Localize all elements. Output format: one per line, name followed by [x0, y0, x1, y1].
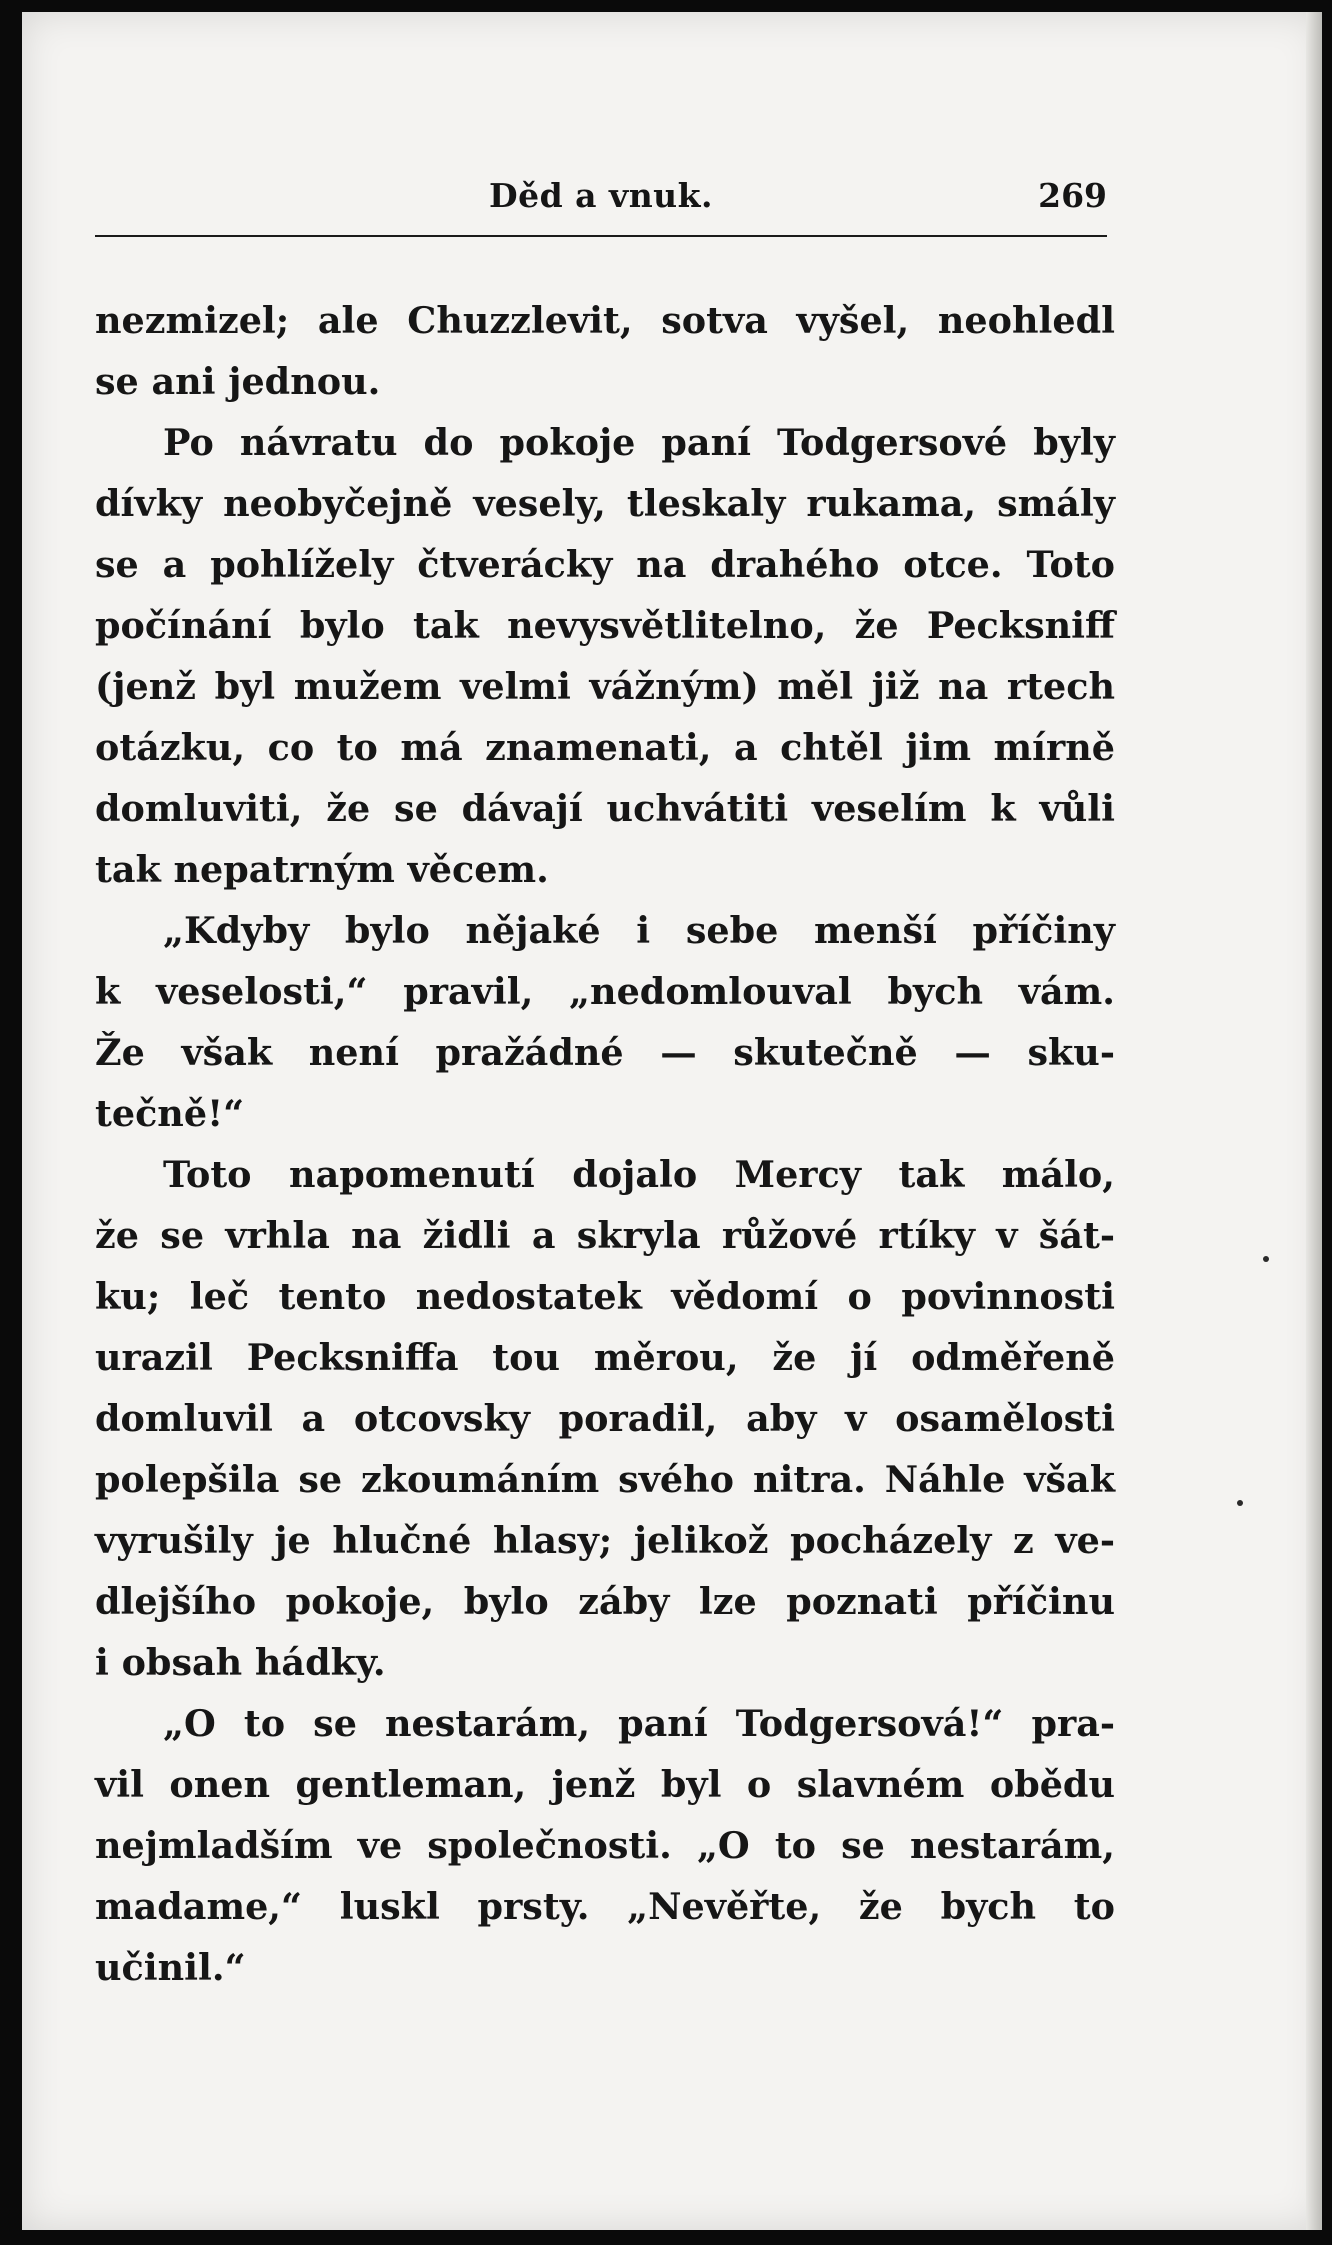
text-line: tečně!“	[95, 1092, 245, 1135]
text-line: počínání bylo tak nevysvětlitelno, že Pecksniff	[95, 604, 1115, 647]
body-text	[95, 290, 1115, 1998]
text-line: (jenž byl mužem velmi vážným) měl již na rtech	[95, 665, 1115, 708]
text-line: madame,“ luskl prsty. „Nevěřte, že bych to	[95, 1885, 1115, 1928]
text-line: že se vrhla na židli a skryla růžové rtíky v šát-	[95, 1214, 1115, 1257]
text-line: učinil.“	[95, 1946, 246, 1989]
running-title: Děd a vnuk.	[488, 176, 714, 215]
paper-speck	[1237, 1500, 1243, 1506]
text-line: Po návratu do pokoje paní Todgersové byly	[163, 421, 1115, 464]
text-line: „Kdyby bylo nějaké i sebe menší příčiny	[163, 909, 1115, 952]
text-line: Toto napomenutí dojalo Mercy tak málo,	[163, 1153, 1115, 1196]
page-edge	[1306, 12, 1322, 2230]
text-line: nezmizel; ale Chuzzlevit, sotva vyšel, neohledl	[95, 299, 1115, 342]
text-line: i obsah hádky.	[95, 1641, 386, 1684]
text-line: Že však není pražádné — skutečně — sku-	[95, 1031, 1115, 1074]
text-line: domluviti, že se dávají uchvátiti veselím k vůli	[95, 787, 1115, 830]
text-line: se a pohlížely čtverácky na drahého otce. Toto	[95, 543, 1115, 586]
text-line: dívky neobyčejně vesely, tleskaly rukama, smály	[95, 482, 1115, 525]
page-number: 269	[1038, 176, 1107, 215]
text-line: tak nepatrným věcem.	[95, 848, 549, 891]
text-line: ku; leč tento nedostatek vědomí o povinnosti	[95, 1275, 1115, 1318]
text-line: „O to se nestarám, paní Todgersová!“ pra-	[163, 1702, 1115, 1745]
running-head	[95, 168, 1107, 228]
text-line: dlejšího pokoje, bylo záby lze poznati příčinu	[95, 1580, 1115, 1623]
text-line: urazil Pecksniffa tou měrou, že jí odměřeně	[95, 1336, 1115, 1379]
text-line: se ani jednou.	[95, 360, 381, 403]
text-line: polepšila se zkoumáním svého nitra. Náhle však	[95, 1458, 1115, 1501]
text-line: k veselosti,“ pravil, „nedomlouval bych vám.	[95, 970, 1115, 1013]
text-line: vil onen gentleman, jenž byl o slavném obědu	[95, 1763, 1115, 1806]
header-rule	[95, 235, 1107, 237]
text-line: domluvil a otcovsky poradil, aby v osamělosti	[95, 1397, 1115, 1440]
text-line: otázku, co to má znamenati, a chtěl jim mírně	[95, 726, 1115, 769]
text-line: nejmladším ve společnosti. „O to se nestarám,	[95, 1824, 1115, 1867]
paper-speck	[1263, 1256, 1269, 1262]
text-line: vyrušily je hlučné hlasy; jelikož pocházely z ve-	[95, 1519, 1115, 1562]
